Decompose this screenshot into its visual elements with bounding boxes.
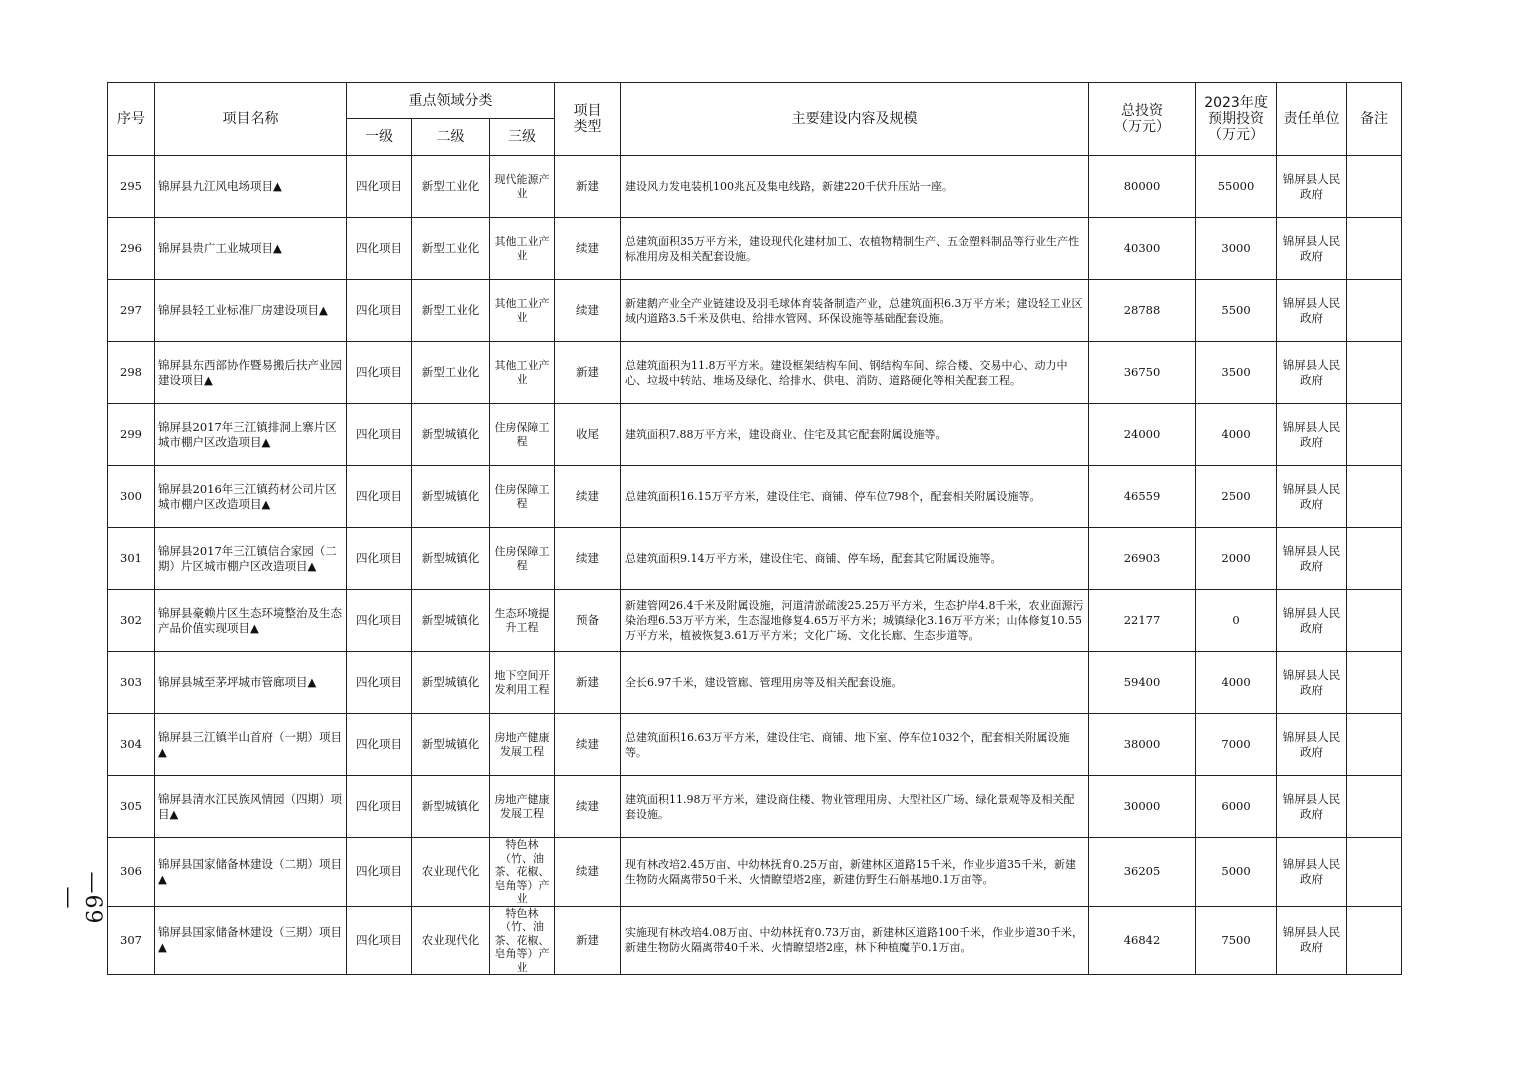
cell-type: 续建 <box>555 218 621 280</box>
cell-content: 总建筑面积35万平方米，建设现代化建材加工、农植物精制生产、五金塑料制品等行业生产性标准用房及相关配套设施。 <box>621 218 1089 280</box>
cell-level3: 现代能源产业 <box>490 156 555 218</box>
cell-type: 续建 <box>555 838 621 907</box>
cell-name: 锦屏县清水江民族风情园（四期）项目▲ <box>155 776 347 838</box>
cell-seq: 302 <box>108 590 155 652</box>
cell-remark <box>1347 906 1402 975</box>
cell-unit: 锦屏县人民政府 <box>1277 714 1347 776</box>
cell-level2: 新型城镇化 <box>412 528 490 590</box>
cell-level3: 房地产健康发展工程 <box>490 714 555 776</box>
cell-content: 新建管网26.4千米及附属设施，河道清淤疏浚25.25万平方米，生态护岸4.8千米，农业面源污染治理6.53万平方米，生态湿地修复4.65万平方米；城镇绿化3.16万平方米；山体修复10.55万平方米，植被恢复3.61万平方米；文化广场、文化长廊、生态步道等。 <box>621 590 1089 652</box>
cell-total: 38000 <box>1089 714 1196 776</box>
cell-level1: 四化项目 <box>347 466 412 528</box>
cell-unit: 锦屏县人民政府 <box>1277 218 1347 280</box>
cell-expected: 7000 <box>1196 714 1277 776</box>
cell-remark <box>1347 652 1402 714</box>
cell-expected: 55000 <box>1196 156 1277 218</box>
cell-level2: 新型工业化 <box>412 342 490 404</box>
cell-total: 28788 <box>1089 280 1196 342</box>
cell-seq: 296 <box>108 218 155 280</box>
cell-level1: 四化项目 <box>347 776 412 838</box>
cell-name: 锦屏县2017年三江镇信合家园（二期）片区城市棚户区改造项目▲ <box>155 528 347 590</box>
header-type: 项目类型 <box>555 83 621 156</box>
cell-level3: 特色林（竹、油茶、花椒、皂角等）产业 <box>490 906 555 975</box>
cell-content: 总建筑面积16.15万平方米，建设住宅、商铺、停车位798个，配套相关附属设施等。 <box>621 466 1089 528</box>
cell-level2: 新型城镇化 <box>412 466 490 528</box>
header-level3: 三级 <box>490 119 555 156</box>
page-number: —69— <box>56 871 105 925</box>
header-name: 项目名称 <box>155 83 347 156</box>
cell-unit: 锦屏县人民政府 <box>1277 590 1347 652</box>
cell-name: 锦屏县东西部协作暨易搬后扶产业园建设项目▲ <box>155 342 347 404</box>
cell-level1: 四化项目 <box>347 280 412 342</box>
cell-level3: 其他工业产业 <box>490 218 555 280</box>
cell-unit: 锦屏县人民政府 <box>1277 466 1347 528</box>
header-unit: 责任单位 <box>1277 83 1347 156</box>
cell-level3: 其他工业产业 <box>490 342 555 404</box>
header-content: 主要建设内容及规模 <box>621 83 1089 156</box>
project-table <box>107 82 1402 975</box>
cell-total: 59400 <box>1089 652 1196 714</box>
cell-remark <box>1347 466 1402 528</box>
cell-type: 新建 <box>555 156 621 218</box>
cell-name: 锦屏县九江风电场项目▲ <box>155 156 347 218</box>
cell-seq: 306 <box>108 838 155 907</box>
table-row <box>108 404 1402 466</box>
cell-seq: 305 <box>108 776 155 838</box>
cell-level3: 特色林（竹、油茶、花椒、皂角等）产业 <box>490 838 555 907</box>
cell-total: 40300 <box>1089 218 1196 280</box>
cell-type: 新建 <box>555 906 621 975</box>
header-remark: 备注 <box>1347 83 1402 156</box>
cell-type: 预备 <box>555 590 621 652</box>
header-total: 总投资（万元） <box>1089 83 1196 156</box>
cell-type: 新建 <box>555 652 621 714</box>
table-row <box>108 590 1402 652</box>
cell-content: 全长6.97千米，建设管廊、管理用房等及相关配套设施。 <box>621 652 1089 714</box>
table-row <box>108 776 1402 838</box>
cell-name: 锦屏县三江镇半山首府（一期）项目▲ <box>155 714 347 776</box>
cell-expected: 4000 <box>1196 652 1277 714</box>
cell-name: 锦屏县2016年三江镇药材公司片区城市棚户区改造项目▲ <box>155 466 347 528</box>
cell-level1: 四化项目 <box>347 528 412 590</box>
cell-level1: 四化项目 <box>347 906 412 975</box>
cell-level1: 四化项目 <box>347 714 412 776</box>
cell-seq: 303 <box>108 652 155 714</box>
table-row <box>108 906 1402 975</box>
cell-seq: 304 <box>108 714 155 776</box>
cell-level1: 四化项目 <box>347 590 412 652</box>
cell-name: 锦屏县城至茅坪城市管廊项目▲ <box>155 652 347 714</box>
cell-total: 46842 <box>1089 906 1196 975</box>
cell-total: 30000 <box>1089 776 1196 838</box>
cell-unit: 锦屏县人民政府 <box>1277 776 1347 838</box>
cell-remark <box>1347 838 1402 907</box>
cell-content: 新建鹅产业全产业链建设及羽毛球体育装备制造产业，总建筑面积6.3万平方米；建设轻工业区域内道路3.5千米及供电、给排水管网、环保设施等基础配套设施。 <box>621 280 1089 342</box>
table-row <box>108 156 1402 218</box>
cell-seq: 307 <box>108 906 155 975</box>
cell-expected: 3500 <box>1196 342 1277 404</box>
cell-level3: 房地产健康发展工程 <box>490 776 555 838</box>
cell-level3: 生态环境提升工程 <box>490 590 555 652</box>
table-row <box>108 280 1402 342</box>
header-level2: 二级 <box>412 119 490 156</box>
cell-level1: 四化项目 <box>347 156 412 218</box>
cell-unit: 锦屏县人民政府 <box>1277 652 1347 714</box>
cell-level2: 农业现代化 <box>412 906 490 975</box>
table-row <box>108 466 1402 528</box>
cell-level3: 地下空间开发利用工程 <box>490 652 555 714</box>
cell-total: 22177 <box>1089 590 1196 652</box>
table-row <box>108 652 1402 714</box>
cell-name: 锦屏县国家储备林建设（三期）项目▲ <box>155 906 347 975</box>
cell-remark <box>1347 404 1402 466</box>
table-row <box>108 218 1402 280</box>
cell-total: 36750 <box>1089 342 1196 404</box>
cell-remark <box>1347 218 1402 280</box>
cell-seq: 301 <box>108 528 155 590</box>
cell-expected: 5000 <box>1196 838 1277 907</box>
cell-level3: 住房保障工程 <box>490 466 555 528</box>
cell-total: 26903 <box>1089 528 1196 590</box>
cell-unit: 锦屏县人民政府 <box>1277 342 1347 404</box>
cell-content: 建设风力发电装机100兆瓦及集电线路，新建220千伏升压站一座。 <box>621 156 1089 218</box>
header-domain-group: 重点领域分类 <box>347 83 555 119</box>
cell-remark <box>1347 714 1402 776</box>
cell-expected: 6000 <box>1196 776 1277 838</box>
cell-content: 总建筑面积为11.8万平方米。建设框架结构车间、钢结构车间、综合楼、交易中心、动力中心、垃圾中转站、堆场及绿化、给排水、供电、消防、道路硬化等相关配套工程。 <box>621 342 1089 404</box>
cell-level3: 住房保障工程 <box>490 404 555 466</box>
cell-name: 锦屏县贵广工业城项目▲ <box>155 218 347 280</box>
cell-content: 建筑面积7.88万平方米，建设商业、住宅及其它配套附属设施等。 <box>621 404 1089 466</box>
cell-level1: 四化项目 <box>347 838 412 907</box>
cell-remark <box>1347 156 1402 218</box>
cell-level1: 四化项目 <box>347 652 412 714</box>
cell-type: 收尾 <box>555 404 621 466</box>
cell-unit: 锦屏县人民政府 <box>1277 280 1347 342</box>
cell-name: 锦屏县2017年三江镇排洞上寨片区城市棚户区改造项目▲ <box>155 404 347 466</box>
cell-expected: 2000 <box>1196 528 1277 590</box>
cell-unit: 锦屏县人民政府 <box>1277 404 1347 466</box>
cell-level2: 新型城镇化 <box>412 404 490 466</box>
cell-seq: 299 <box>108 404 155 466</box>
header-expected: 2023年度预期投资（万元） <box>1196 83 1277 156</box>
cell-level2: 新型城镇化 <box>412 590 490 652</box>
cell-content: 总建筑面积16.63万平方米，建设住宅、商铺、地下室、停车位1032个，配套相关附属设施等。 <box>621 714 1089 776</box>
cell-type: 新建 <box>555 342 621 404</box>
cell-unit: 锦屏县人民政府 <box>1277 528 1347 590</box>
table-row <box>108 528 1402 590</box>
cell-unit: 锦屏县人民政府 <box>1277 156 1347 218</box>
header-level1: 一级 <box>347 119 412 156</box>
cell-seq: 300 <box>108 466 155 528</box>
cell-content: 现有林改培2.45万亩、中幼林抚育0.25万亩，新建林区道路15千米，作业步道35千米，新建生物防火隔离带50千米、火情瞭望塔2座，新建仿野生石斛基地0.1万亩等。 <box>621 838 1089 907</box>
table-row <box>108 714 1402 776</box>
cell-expected: 0 <box>1196 590 1277 652</box>
cell-seq: 297 <box>108 280 155 342</box>
cell-level3: 其他工业产业 <box>490 280 555 342</box>
cell-total: 46559 <box>1089 466 1196 528</box>
cell-level2: 新型工业化 <box>412 218 490 280</box>
cell-expected: 7500 <box>1196 906 1277 975</box>
cell-total: 36205 <box>1089 838 1196 907</box>
cell-level2: 新型工业化 <box>412 280 490 342</box>
cell-name: 锦屏县轻工业标准厂房建设项目▲ <box>155 280 347 342</box>
cell-content: 建筑面积11.98万平方米，建设商住楼、物业管理用房、大型社区广场、绿化景观等及相关配套设施。 <box>621 776 1089 838</box>
cell-remark <box>1347 590 1402 652</box>
header-seq: 序号 <box>108 83 155 156</box>
cell-type: 续建 <box>555 714 621 776</box>
cell-total: 24000 <box>1089 404 1196 466</box>
cell-seq: 298 <box>108 342 155 404</box>
cell-remark <box>1347 776 1402 838</box>
table-row <box>108 838 1402 907</box>
cell-type: 续建 <box>555 466 621 528</box>
cell-total: 80000 <box>1089 156 1196 218</box>
cell-remark <box>1347 342 1402 404</box>
cell-expected: 2500 <box>1196 466 1277 528</box>
cell-expected: 4000 <box>1196 404 1277 466</box>
cell-type: 续建 <box>555 280 621 342</box>
cell-seq: 295 <box>108 156 155 218</box>
cell-unit: 锦屏县人民政府 <box>1277 906 1347 975</box>
cell-type: 续建 <box>555 776 621 838</box>
cell-content: 总建筑面积9.14万平方米，建设住宅、商铺、停车场，配套其它附属设施等。 <box>621 528 1089 590</box>
cell-level1: 四化项目 <box>347 218 412 280</box>
cell-level3: 住房保障工程 <box>490 528 555 590</box>
cell-name: 锦屏县国家储备林建设（二期）项目▲ <box>155 838 347 907</box>
cell-level1: 四化项目 <box>347 404 412 466</box>
cell-level2: 新型工业化 <box>412 156 490 218</box>
cell-remark <box>1347 528 1402 590</box>
cell-type: 续建 <box>555 528 621 590</box>
cell-level2: 新型城镇化 <box>412 714 490 776</box>
cell-remark <box>1347 280 1402 342</box>
cell-expected: 3000 <box>1196 218 1277 280</box>
table-row <box>108 342 1402 404</box>
cell-name: 锦屏县豪赖片区生态环境整治及生态产品价值实现项目▲ <box>155 590 347 652</box>
cell-level2: 新型城镇化 <box>412 652 490 714</box>
cell-level2: 农业现代化 <box>412 838 490 907</box>
cell-content: 实施现有林改培4.08万亩、中幼林抚育0.73万亩，新建林区道路100千米，作业步道30千米，新建生物防火隔离带40千米、火情瞭望塔2座，林下种植魔芋0.1万亩。 <box>621 906 1089 975</box>
cell-expected: 5500 <box>1196 280 1277 342</box>
cell-level2: 新型城镇化 <box>412 776 490 838</box>
table-body <box>108 156 1402 975</box>
cell-unit: 锦屏县人民政府 <box>1277 838 1347 907</box>
cell-level1: 四化项目 <box>347 342 412 404</box>
